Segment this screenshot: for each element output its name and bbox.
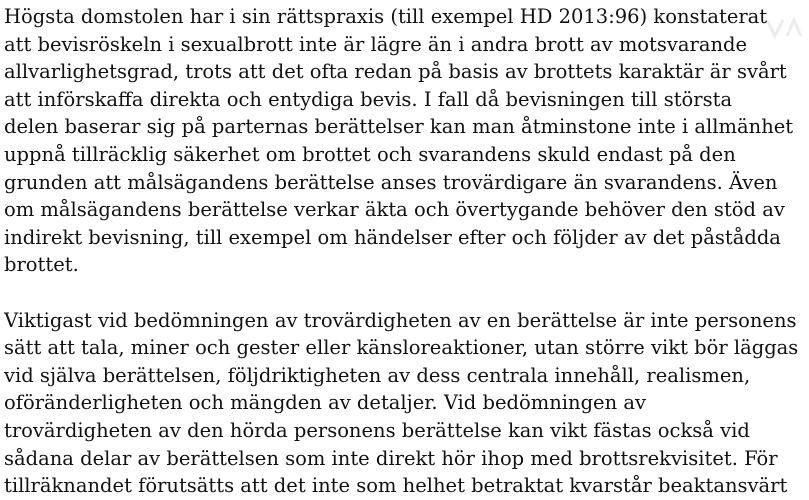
text-line: uppnå tillräcklig säkerhet om brottet och svarandens skuld endast på den (4, 142, 736, 166)
text-line: allvarlighetsgrad, trots att det ofta redan på basis av brottets karaktär är svårt (4, 60, 787, 84)
document-body (4, 3, 804, 500)
text-line: om målsägandens berättelse verkar äkta och övertygande behöver den stöd av (4, 198, 785, 222)
text-line: tillräknandet förutsätts att det inte som helhet betraktat kvarstår beaktansvärt (4, 474, 788, 498)
text-line: oföränderligheten och mängden av detaljer. Vid bedömningen av (4, 391, 646, 415)
text-line: indirekt bevisning, till exempel om händelser efter och följder av det påstådda (4, 225, 781, 249)
text-line: sådana delar av berättelsen som inte direkt hör ihop med brottsrekvisitet. För (4, 446, 778, 470)
paragraph-2 (4, 307, 804, 500)
text-line: sätt att tala, miner och gester eller känsloreaktioner, utan större vikt bör läggas (4, 336, 799, 360)
text-line: trovärdigheten av den hörda personens berättelse kan vikt fästas också vid (4, 418, 750, 442)
text-line: att bevisröskeln i sexualbrott inte är lägre än i andra brott av motsvarande (4, 32, 748, 56)
text-line: vid själva berättelsen, följdriktigheten av dess centrala innehåll, realismen, (4, 363, 751, 387)
paragraph-1 (4, 3, 804, 279)
text-line: delen baserar sig på parternas berättelser kan man åtminstone inte i allmänhet (4, 115, 794, 139)
text-line: Högsta domstolen har i sin rättspraxis (till exempel HD 2013:96) konstaterat (4, 5, 768, 28)
watermark-logo-icon (765, 14, 803, 42)
text-line: Viktigast vid bedömningen av trovärdigheten av en berättelse är inte personens (4, 308, 797, 332)
text-line: att införskaffa direkta och entydiga bevis. I fall då bevisningen till största (4, 87, 733, 111)
text-line: brottet. (4, 253, 79, 277)
text-line: grunden att målsägandens berättelse anses trovärdigare än svarandens. Även (4, 170, 778, 194)
